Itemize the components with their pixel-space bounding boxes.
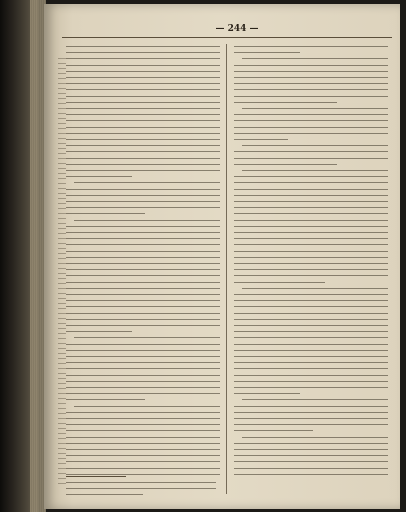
text-line: [234, 443, 388, 444]
text-line: [234, 77, 388, 78]
text-line: [234, 455, 388, 456]
text-line: [234, 337, 388, 338]
text-line: [66, 52, 220, 53]
header-rule: [62, 37, 392, 38]
text-line: [66, 83, 220, 84]
footnote-rule: [66, 476, 126, 477]
text-line: [234, 164, 337, 165]
text-line: [66, 437, 220, 438]
text-line: [234, 139, 288, 140]
text-line: [234, 313, 388, 314]
text-line: [234, 424, 388, 425]
text-line: [234, 319, 388, 320]
text-line: [234, 102, 337, 103]
text-line: [234, 368, 388, 369]
text-line: [234, 127, 388, 128]
text-line: [242, 399, 388, 400]
text-line: [234, 83, 388, 84]
text-line: [234, 189, 388, 190]
text-line: [234, 220, 388, 221]
text-line: [66, 443, 220, 444]
text-line: [66, 461, 220, 462]
text-line: [66, 387, 220, 388]
text-line: [66, 213, 145, 214]
text-line: [234, 461, 388, 462]
text-line: [66, 102, 220, 103]
text-line: [234, 474, 388, 475]
text-line: [66, 350, 220, 351]
text-line: [242, 108, 388, 109]
footnotes: [66, 480, 222, 500]
text-line: [234, 89, 388, 90]
text-line: [234, 195, 388, 196]
spine-shadow: [58, 54, 66, 484]
text-line: [234, 350, 388, 351]
text-line: [66, 306, 220, 307]
text-line: [66, 381, 220, 382]
text-line: [66, 412, 220, 413]
text-line: [66, 424, 220, 425]
text-line: [234, 71, 388, 72]
text-line: [66, 133, 220, 134]
left-column: [66, 44, 222, 492]
text-line: [234, 251, 388, 252]
text-line: [66, 170, 220, 171]
text-line: [66, 282, 220, 283]
text-line: [66, 325, 220, 326]
text-line: [74, 406, 220, 407]
text-line: [234, 412, 388, 413]
text-line: [66, 275, 220, 276]
text-line: [66, 120, 220, 121]
text-line: [66, 238, 220, 239]
text-line: [66, 263, 220, 264]
text-line: [74, 337, 220, 338]
text-line: [234, 418, 388, 419]
text-line: [234, 257, 388, 258]
text-line: [66, 139, 220, 140]
column-divider: [226, 44, 227, 494]
text-line: [242, 58, 388, 59]
text-line: [66, 226, 220, 227]
text-line: [234, 331, 388, 332]
text-line: [66, 313, 220, 314]
book-page: [44, 4, 400, 509]
text-line: [66, 232, 220, 233]
text-line: [234, 176, 388, 177]
text-line: [234, 344, 388, 345]
text-line: [234, 201, 388, 202]
text-line: [66, 488, 216, 489]
text-line: [234, 46, 388, 47]
text-line: [234, 381, 388, 382]
text-line: [234, 269, 388, 270]
text-line: [74, 182, 220, 183]
text-line: [234, 362, 388, 363]
text-line: [234, 430, 313, 431]
text-line: [66, 89, 220, 90]
text-line: [66, 189, 220, 190]
text-line: [66, 257, 220, 258]
text-line: [66, 164, 220, 165]
text-line: [66, 418, 220, 419]
text-line: [66, 455, 220, 456]
text-line: [66, 77, 220, 78]
text-line: [234, 114, 388, 115]
text-line: [234, 356, 388, 357]
text-line: [234, 207, 388, 208]
text-line: [66, 151, 220, 152]
text-line: [66, 468, 220, 469]
text-line: [66, 207, 220, 208]
text-line: [234, 238, 388, 239]
right-column: [234, 44, 390, 492]
text-line: [66, 319, 220, 320]
text-line: [234, 96, 388, 97]
text-line: [66, 430, 220, 431]
text-line: [234, 406, 388, 407]
text-line: [234, 65, 388, 66]
text-line: [234, 306, 388, 307]
text-line: [66, 251, 220, 252]
text-line: [234, 294, 388, 295]
text-line: [66, 71, 220, 72]
text-line: [242, 288, 388, 289]
text-line: [234, 300, 388, 301]
text-line: [66, 344, 220, 345]
text-line: [66, 195, 220, 196]
text-line: [66, 494, 143, 495]
text-line: [234, 133, 388, 134]
text-line: [66, 108, 220, 109]
text-line: [234, 375, 388, 376]
text-line: [66, 65, 220, 66]
text-line: [66, 474, 220, 475]
text-line: [66, 244, 220, 245]
text-line: [66, 114, 220, 115]
text-line: [66, 288, 220, 289]
text-line: [234, 263, 388, 264]
text-line: [234, 275, 388, 276]
text-line: [66, 449, 220, 450]
text-line: [242, 437, 388, 438]
text-line: [234, 151, 388, 152]
text-line: [74, 220, 220, 221]
text-line: [66, 375, 220, 376]
text-line: [66, 399, 145, 400]
text-line: [234, 244, 388, 245]
text-line: [66, 482, 216, 483]
text-line: [66, 356, 220, 357]
text-line: [234, 213, 388, 214]
text-line: [234, 325, 388, 326]
text-line: [66, 127, 220, 128]
text-line: [66, 368, 220, 369]
text-line: [234, 52, 300, 53]
text-line: [234, 387, 388, 388]
text-line: [66, 176, 132, 177]
text-line: [234, 449, 388, 450]
text-line: [66, 96, 220, 97]
text-line: [234, 232, 388, 233]
text-line: [234, 120, 388, 121]
text-line: [234, 158, 388, 159]
text-line: [66, 201, 220, 202]
text-line: [234, 282, 325, 283]
text-line: [234, 393, 300, 394]
text-line: [242, 145, 388, 146]
text-line: [66, 393, 220, 394]
text-line: [66, 46, 220, 47]
text-line: [66, 145, 220, 146]
text-line: [242, 170, 388, 171]
text-line: [66, 362, 220, 363]
text-line: [234, 226, 388, 227]
text-line: [66, 158, 220, 159]
text-line: [234, 468, 388, 469]
page-number: — 244 —: [215, 24, 259, 34]
text-line: [66, 331, 132, 332]
text-line: [234, 182, 388, 183]
text-line: [66, 300, 220, 301]
text-line: [66, 269, 220, 270]
text-line: [66, 294, 220, 295]
text-line: [66, 58, 220, 59]
